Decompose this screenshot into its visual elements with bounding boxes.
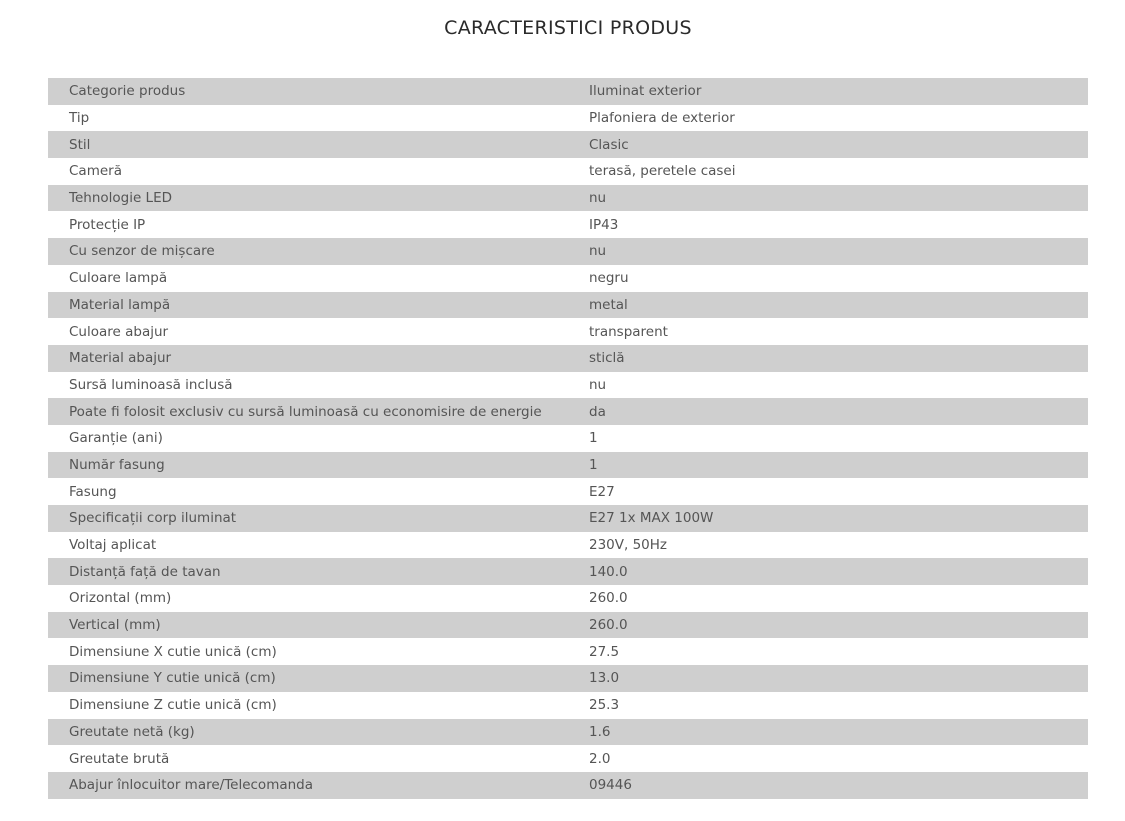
spec-value: nu (589, 238, 1088, 265)
spec-value: E27 1x MAX 100W (589, 505, 1088, 532)
spec-value: Plafoniera de exterior (589, 105, 1088, 132)
spec-label: Distanță față de tavan (48, 558, 589, 585)
spec-value: 260.0 (589, 585, 1088, 612)
spec-value: 1 (589, 452, 1088, 479)
table-row (48, 612, 1088, 639)
spec-value: terasă, peretele casei (589, 158, 1088, 185)
spec-label: Culoare lampă (48, 265, 589, 292)
spec-value: Iluminat exterior (589, 78, 1088, 105)
spec-label: Dimensiune Z cutie unică (cm) (48, 692, 589, 719)
table-row (48, 78, 1088, 105)
spec-value: metal (589, 292, 1088, 319)
table-row (48, 665, 1088, 692)
spec-label: Specificații corp iluminat (48, 505, 589, 532)
table-row (48, 452, 1088, 479)
spec-value: 2.0 (589, 745, 1088, 772)
spec-label: Orizontal (mm) (48, 585, 589, 612)
spec-value: 1 (589, 425, 1088, 452)
spec-label: Sursă luminoasă inclusă (48, 372, 589, 399)
table-row (48, 558, 1088, 585)
spec-label: Categorie produs (48, 78, 589, 105)
spec-value: 230V, 50Hz (589, 532, 1088, 559)
spec-label: Garanție (ani) (48, 425, 589, 452)
spec-value: nu (589, 372, 1088, 399)
spec-value: negru (589, 265, 1088, 292)
spec-label: Protecție IP (48, 211, 589, 238)
table-row (48, 585, 1088, 612)
table-row (48, 772, 1088, 799)
table-row (48, 478, 1088, 505)
table-row (48, 345, 1088, 372)
table-row (48, 692, 1088, 719)
spec-label: Abajur înlocuitor mare/Telecomanda (48, 772, 589, 799)
table-row (48, 532, 1088, 559)
spec-value: 140.0 (589, 558, 1088, 585)
table-row (48, 398, 1088, 425)
table-row (48, 372, 1088, 399)
spec-value: 1.6 (589, 719, 1088, 746)
spec-value: 27.5 (589, 638, 1088, 665)
spec-label: Stil (48, 131, 589, 158)
spec-label: Culoare abajur (48, 318, 589, 345)
spec-value: 09446 (589, 772, 1088, 799)
spec-label: Tip (48, 105, 589, 132)
table-row (48, 745, 1088, 772)
spec-label: Dimensiune Y cutie unică (cm) (48, 665, 589, 692)
table-row (48, 265, 1088, 292)
table-row (48, 318, 1088, 345)
spec-table-body (48, 78, 1088, 799)
spec-value: Clasic (589, 131, 1088, 158)
table-row (48, 185, 1088, 212)
spec-value: E27 (589, 478, 1088, 505)
spec-value: sticlă (589, 345, 1088, 372)
spec-label: Material abajur (48, 345, 589, 372)
spec-label: Dimensiune X cutie unică (cm) (48, 638, 589, 665)
spec-value: IP43 (589, 211, 1088, 238)
spec-value: 260.0 (589, 612, 1088, 639)
table-row (48, 425, 1088, 452)
table-row (48, 131, 1088, 158)
spec-value: 13.0 (589, 665, 1088, 692)
table-row (48, 292, 1088, 319)
spec-table (48, 78, 1088, 799)
spec-label: Material lampă (48, 292, 589, 319)
spec-label: Voltaj aplicat (48, 532, 589, 559)
spec-label: Greutate netă (kg) (48, 719, 589, 746)
table-row (48, 638, 1088, 665)
spec-label: Tehnologie LED (48, 185, 589, 212)
page-title: CARACTERISTICI PRODUS (444, 17, 692, 39)
spec-label: Fasung (48, 478, 589, 505)
spec-label: Cameră (48, 158, 589, 185)
spec-label: Cu senzor de mișcare (48, 238, 589, 265)
spec-label: Greutate brută (48, 745, 589, 772)
table-row (48, 211, 1088, 238)
spec-label: Poate fi folosit exclusiv cu sursă luminoasă cu economisire de energie (48, 398, 589, 425)
spec-label: Număr fasung (48, 452, 589, 479)
spec-value: nu (589, 185, 1088, 212)
spec-value: 25.3 (589, 692, 1088, 719)
table-row (48, 238, 1088, 265)
table-row (48, 105, 1088, 132)
table-row (48, 505, 1088, 532)
spec-label: Vertical (mm) (48, 612, 589, 639)
table-row (48, 158, 1088, 185)
spec-value: transparent (589, 318, 1088, 345)
table-row (48, 719, 1088, 746)
spec-value: da (589, 398, 1088, 425)
